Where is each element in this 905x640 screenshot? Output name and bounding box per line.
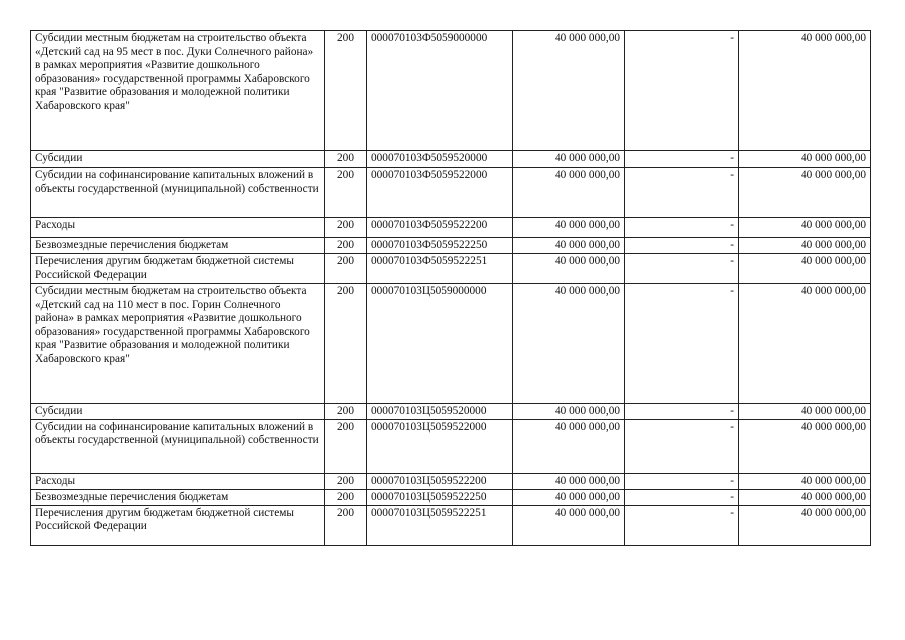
row-vr-cell: 200 (325, 168, 367, 218)
row-sum2-cell: - (625, 31, 739, 151)
row-csr-cell: 000070103Ц5059000000 (367, 284, 513, 404)
row-sum2-cell: - (625, 505, 739, 545)
row-name-cell: Субсидии на софинансирование капитальных вложений в объекты государственной (муниципальной) собственности (31, 168, 325, 218)
row-vr-cell: 200 (325, 473, 367, 489)
row-sum2-cell: - (625, 168, 739, 218)
table-row (31, 254, 871, 284)
row-sum3-cell: 40 000 000,00 (739, 489, 871, 505)
row-sum1-cell: 40 000 000,00 (513, 473, 625, 489)
budget-table (30, 30, 871, 546)
row-csr-cell: 000070103Ф5059000000 (367, 31, 513, 151)
row-sum2-cell: - (625, 489, 739, 505)
row-csr-cell: 000070103Ц5059522251 (367, 505, 513, 545)
row-csr-cell: 000070103Ф5059522251 (367, 254, 513, 284)
row-sum2-cell: - (625, 404, 739, 420)
budget-document-page (30, 30, 870, 546)
row-name-cell: Расходы (31, 473, 325, 489)
row-sum2-cell: - (625, 419, 739, 473)
row-name-cell: Перечисления другим бюджетам бюджетной системы Российской Федерации (31, 505, 325, 545)
row-name-cell: Субсидии местным бюджетам на строительство объекта «Детский сад на 95 мест в пос. Дуки Солнечного района» в рамках мероприятия «Развитие дошкольного образования» государственной программы Хабаровского края "Развитие образования и молодежной политики Хабаровского края" (31, 31, 325, 151)
row-sum2-cell: - (625, 254, 739, 284)
table-row (31, 419, 871, 473)
table-row (31, 284, 871, 404)
table-row (31, 31, 871, 151)
row-name-cell: Расходы (31, 218, 325, 238)
row-sum3-cell: 40 000 000,00 (739, 238, 871, 254)
row-sum1-cell: 40 000 000,00 (513, 284, 625, 404)
row-vr-cell: 200 (325, 404, 367, 420)
row-csr-cell: 000070103Ц5059522200 (367, 473, 513, 489)
row-name-cell: Перечисления другим бюджетам бюджетной системы Российской Федерации (31, 254, 325, 284)
row-sum3-cell: 40 000 000,00 (739, 284, 871, 404)
row-csr-cell: 000070103Ф5059520000 (367, 151, 513, 168)
row-sum3-cell: 40 000 000,00 (739, 254, 871, 284)
row-csr-cell: 000070103Ц5059522000 (367, 419, 513, 473)
row-vr-cell: 200 (325, 238, 367, 254)
row-vr-cell: 200 (325, 31, 367, 151)
row-sum2-cell: - (625, 238, 739, 254)
row-sum3-cell: 40 000 000,00 (739, 218, 871, 238)
row-name-cell: Субсидии местным бюджетам на строительство объекта «Детский сад на 110 мест в пос. Горин Солнечного района» в рамках мероприятия «Развитие дошкольного образования» государственной программы Хабаровского края "Развитие образования и молодежной политики Хабаровского края" (31, 284, 325, 404)
row-vr-cell: 200 (325, 419, 367, 473)
table-row (31, 473, 871, 489)
row-csr-cell: 000070103Ц5059520000 (367, 404, 513, 420)
row-name-cell: Безвозмездные перечисления бюджетам (31, 489, 325, 505)
table-row (31, 238, 871, 254)
row-sum3-cell: 40 000 000,00 (739, 419, 871, 473)
table-row (31, 505, 871, 545)
row-sum3-cell: 40 000 000,00 (739, 31, 871, 151)
row-sum3-cell: 40 000 000,00 (739, 505, 871, 545)
row-sum1-cell: 40 000 000,00 (513, 505, 625, 545)
row-csr-cell: 000070103Ф5059522250 (367, 238, 513, 254)
row-sum1-cell: 40 000 000,00 (513, 168, 625, 218)
row-sum2-cell: - (625, 218, 739, 238)
row-sum2-cell: - (625, 284, 739, 404)
table-row (31, 218, 871, 238)
row-csr-cell: 000070103Ф5059522000 (367, 168, 513, 218)
row-sum3-cell: 40 000 000,00 (739, 151, 871, 168)
row-sum3-cell: 40 000 000,00 (739, 473, 871, 489)
row-sum3-cell: 40 000 000,00 (739, 404, 871, 420)
table-row (31, 404, 871, 420)
table-row (31, 168, 871, 218)
row-name-cell: Субсидии на софинансирование капитальных вложений в объекты государственной (муниципальной) собственности (31, 419, 325, 473)
row-sum1-cell: 40 000 000,00 (513, 404, 625, 420)
table-row (31, 489, 871, 505)
row-csr-cell: 000070103Ф5059522200 (367, 218, 513, 238)
row-name-cell: Субсидии (31, 151, 325, 168)
table-row (31, 151, 871, 168)
row-vr-cell: 200 (325, 254, 367, 284)
row-vr-cell: 200 (325, 151, 367, 168)
row-sum2-cell: - (625, 151, 739, 168)
row-vr-cell: 200 (325, 505, 367, 545)
row-sum2-cell: - (625, 473, 739, 489)
row-sum1-cell: 40 000 000,00 (513, 218, 625, 238)
row-vr-cell: 200 (325, 489, 367, 505)
row-vr-cell: 200 (325, 218, 367, 238)
row-sum1-cell: 40 000 000,00 (513, 151, 625, 168)
row-sum1-cell: 40 000 000,00 (513, 238, 625, 254)
row-sum1-cell: 40 000 000,00 (513, 419, 625, 473)
row-name-cell: Субсидии (31, 404, 325, 420)
row-csr-cell: 000070103Ц5059522250 (367, 489, 513, 505)
row-name-cell: Безвозмездные перечисления бюджетам (31, 238, 325, 254)
row-sum3-cell: 40 000 000,00 (739, 168, 871, 218)
row-sum1-cell: 40 000 000,00 (513, 254, 625, 284)
row-sum1-cell: 40 000 000,00 (513, 31, 625, 151)
row-vr-cell: 200 (325, 284, 367, 404)
row-sum1-cell: 40 000 000,00 (513, 489, 625, 505)
